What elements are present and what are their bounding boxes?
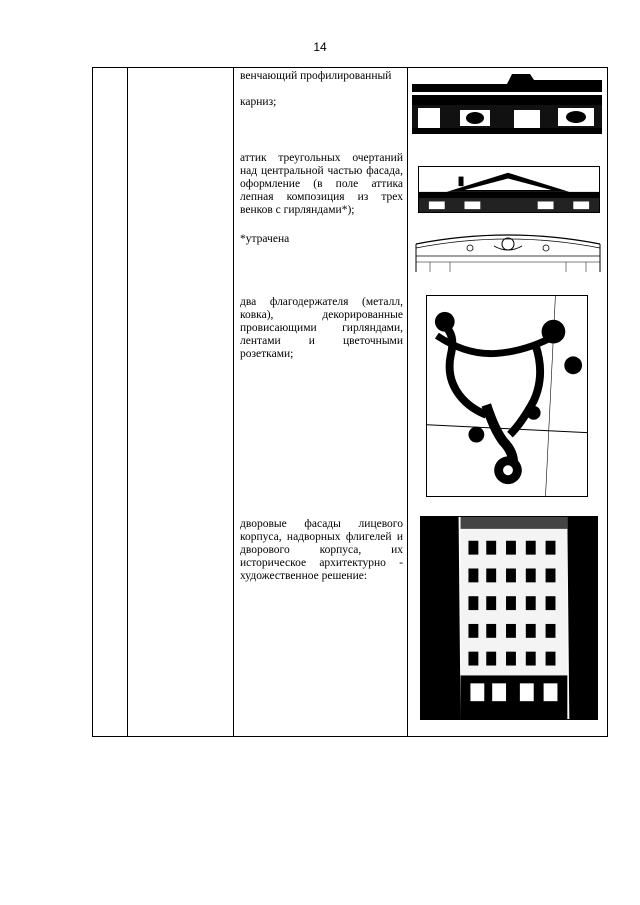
cornice-photo — [412, 70, 602, 134]
courtyard-facade-photo — [420, 516, 598, 720]
page-number: 14 — [313, 40, 327, 54]
cornice-line-1: венчающий профилированный — [240, 70, 392, 82]
attic-drawing — [410, 222, 606, 274]
cornice-line-2: карниз; — [240, 96, 277, 108]
courtyard-description — [240, 518, 403, 583]
attic-text: аттик треугольных очертаний над центральной частью фасада, оформление (в поле аттика лепная композиция из трех венков с гирляндами*); — [240, 152, 403, 216]
attic-description — [240, 152, 403, 246]
flag-holder-text: два флагодержателя (металл, ковка), декорированные провисающими гирляндами, лентами и цветочными розетками; — [240, 296, 403, 360]
courtyard-text: дворовые фасады лицевого корпуса, надворных флигелей и дворового корпуса, их историческое архитектурно - художественное решение: — [240, 518, 403, 582]
cornice-description — [240, 70, 403, 109]
flag-holder-description — [240, 296, 403, 361]
attic-photo — [418, 166, 600, 213]
column-divider — [233, 68, 234, 736]
flag-holder-photo — [426, 295, 588, 497]
column-divider — [127, 68, 128, 736]
column-divider — [407, 68, 408, 736]
attic-note: *утрачена — [240, 233, 290, 245]
